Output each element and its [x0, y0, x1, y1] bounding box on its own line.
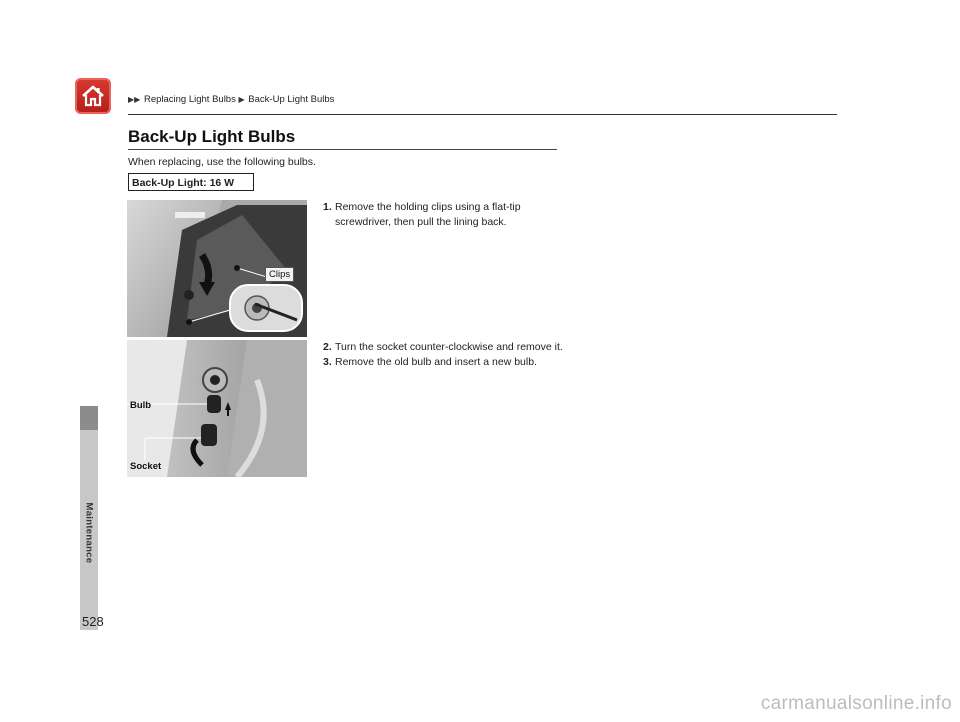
- intro-text: When replacing, use the following bulbs.: [128, 156, 316, 168]
- bulb-callout: Bulb: [130, 400, 152, 411]
- clips-callout: Clips: [265, 267, 294, 282]
- breadcrumb-item-replacing-light-bulbs[interactable]: Replacing Light Bulbs: [143, 94, 236, 105]
- step-item: [323, 355, 568, 370]
- triangle-right-icon: ▶: [238, 95, 245, 104]
- step-number: 3.: [323, 356, 332, 368]
- page-number: 528: [82, 614, 104, 629]
- home-button[interactable]: [75, 78, 111, 114]
- breadcrumb-item-back-up-light-bulbs[interactable]: Back-Up Light Bulbs: [248, 94, 335, 105]
- step-list-2: [323, 340, 568, 370]
- step-number: 1.: [323, 201, 332, 213]
- title-divider: [128, 149, 557, 150]
- step-item: [323, 340, 568, 355]
- sidebar-label: [84, 503, 95, 519]
- step-text: Remove the holding clips using a flat-tip screwdriver, then pull the lining back.: [335, 201, 521, 228]
- step-text: Remove the old bulb and insert a new bulb.: [335, 356, 537, 368]
- step-number: 2.: [323, 341, 332, 353]
- bulb-spec-box: Back-Up Light: 16 W: [128, 173, 254, 191]
- sidebar-tab-marker: [80, 406, 98, 430]
- home-icon: [80, 83, 106, 109]
- step-text: Turn the socket counter-clockwise and remove it.: [335, 341, 563, 353]
- socket-callout: Socket: [130, 461, 162, 472]
- breadcrumb: [128, 94, 334, 105]
- triangle-right-icon: ▶▶: [128, 95, 141, 104]
- step-list-1: [323, 200, 563, 230]
- step-item: [323, 200, 563, 230]
- page-title: Back-Up Light Bulbs: [128, 127, 296, 146]
- header-divider: [128, 114, 837, 115]
- watermark: carmanualsonline.info: [760, 693, 952, 714]
- socket-removal-figure: [127, 340, 307, 477]
